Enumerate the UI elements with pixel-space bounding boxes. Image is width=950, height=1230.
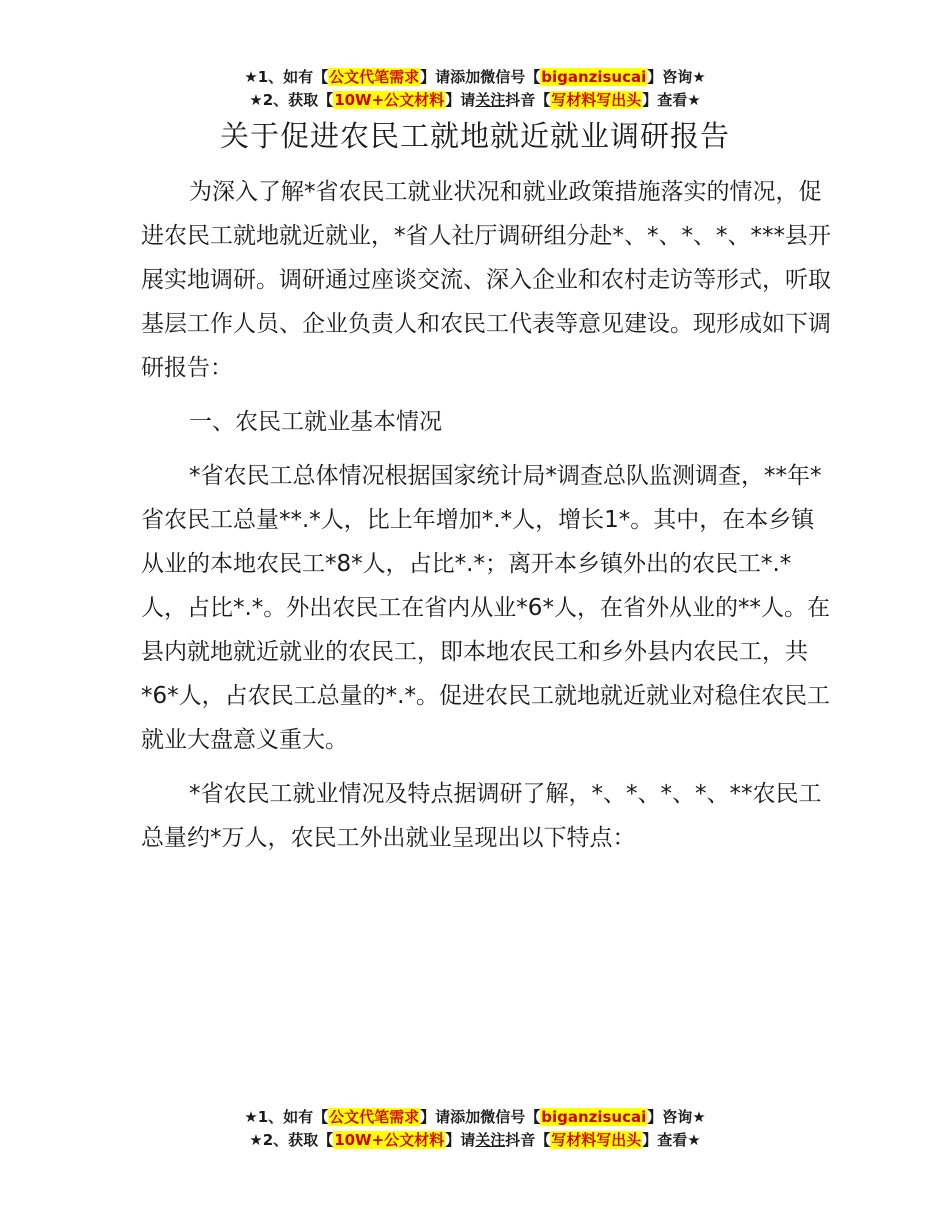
banner-line-1 bbox=[0, 1106, 950, 1129]
highlight-service: 公文代笔需求 bbox=[329, 1108, 420, 1126]
paragraph-intro: 为深入了解*省农民工就业状况和就业政策措施落实的情况，促进农民工就地就近就业，*省人社厅调研组分赴*、*、*、*、***县开展实地调研。调研通过座谈交流、深入企业和农村走访等形式，听取基层工作人员、企业负责人和农民工代表等意见建设。现形成如下调研报告： bbox=[141, 179, 831, 381]
banner-text: 】查看★ bbox=[642, 91, 701, 109]
highlight-materials: 10W+公文材料 bbox=[334, 1131, 445, 1149]
banner-text: ★1、如有【 bbox=[244, 1108, 329, 1126]
paragraph-features: *省农民工就业情况及特点据调研了解，*、*、*、*、**农民工总量约*万人，农民工外出就业呈现出以下特点： bbox=[141, 781, 822, 851]
paragraph-overall: *省农民工总体情况根据国家统计局*调查总队监测调查，**年*省农民工总量**.*人，比上年增加*.*人，增长1*。其中，在本乡镇从业的本地农民工*8*人，占比*.*；离开本乡镇外出的农民工*.*人，占比*.*。外出农民工在省内从业*6*人，在省外从业的**人。在县内就地就近就业的农民工，即本地农民工和乡外县内农民工，共*6*人，占农民工总量的*.*。促进农民工就地就近就业对稳住农民工就业大盘意义重大。 bbox=[141, 463, 830, 753]
banner-text: 】咨询★ bbox=[647, 68, 706, 86]
banner-text: 抖音【 bbox=[505, 91, 551, 109]
banner-text: 抖音【 bbox=[505, 1131, 551, 1149]
highlight-douyin: 写材料写出头 bbox=[551, 1131, 642, 1149]
banner-text: 】请添 bbox=[420, 68, 466, 86]
banner-text: 】咨询★ bbox=[647, 1108, 706, 1126]
highlight-wechat-id: biganzisucai bbox=[541, 1108, 647, 1126]
header-banner bbox=[0, 66, 950, 112]
highlight-wechat-id: biganzisucai bbox=[541, 68, 647, 86]
banner-text: 】请添 bbox=[420, 1108, 466, 1126]
banner-text: 微信号【 bbox=[480, 68, 541, 86]
banner-line-2 bbox=[0, 89, 950, 112]
highlight-douyin: 写材料写出头 bbox=[551, 91, 642, 109]
document-body bbox=[141, 170, 836, 870]
banner-text: 关注 bbox=[475, 91, 506, 109]
section-heading: 一、农民工就业基本情况 bbox=[189, 409, 442, 435]
highlight-materials: 10W+公文材料 bbox=[334, 91, 445, 109]
banner-line-1 bbox=[0, 66, 950, 89]
banner-text: 】请 bbox=[445, 1131, 476, 1149]
banner-text: 加 bbox=[465, 1108, 481, 1126]
banner-text: 微信号【 bbox=[480, 1108, 541, 1126]
banner-text: 加 bbox=[465, 68, 481, 86]
footer-banner bbox=[0, 1106, 950, 1152]
banner-text: ★2、获取【 bbox=[249, 1131, 334, 1149]
banner-line-2 bbox=[0, 1129, 950, 1152]
banner-text: ★1、如有【 bbox=[244, 68, 329, 86]
banner-text: ★2、获取【 bbox=[249, 91, 334, 109]
highlight-service: 公文代笔需求 bbox=[329, 68, 420, 86]
banner-text: 关注 bbox=[475, 1131, 506, 1149]
document-title: 关于促进农民工就地就近就业调研报告 bbox=[219, 119, 730, 153]
banner-text: 】请 bbox=[445, 91, 476, 109]
banner-text: 】查看★ bbox=[642, 1131, 701, 1149]
